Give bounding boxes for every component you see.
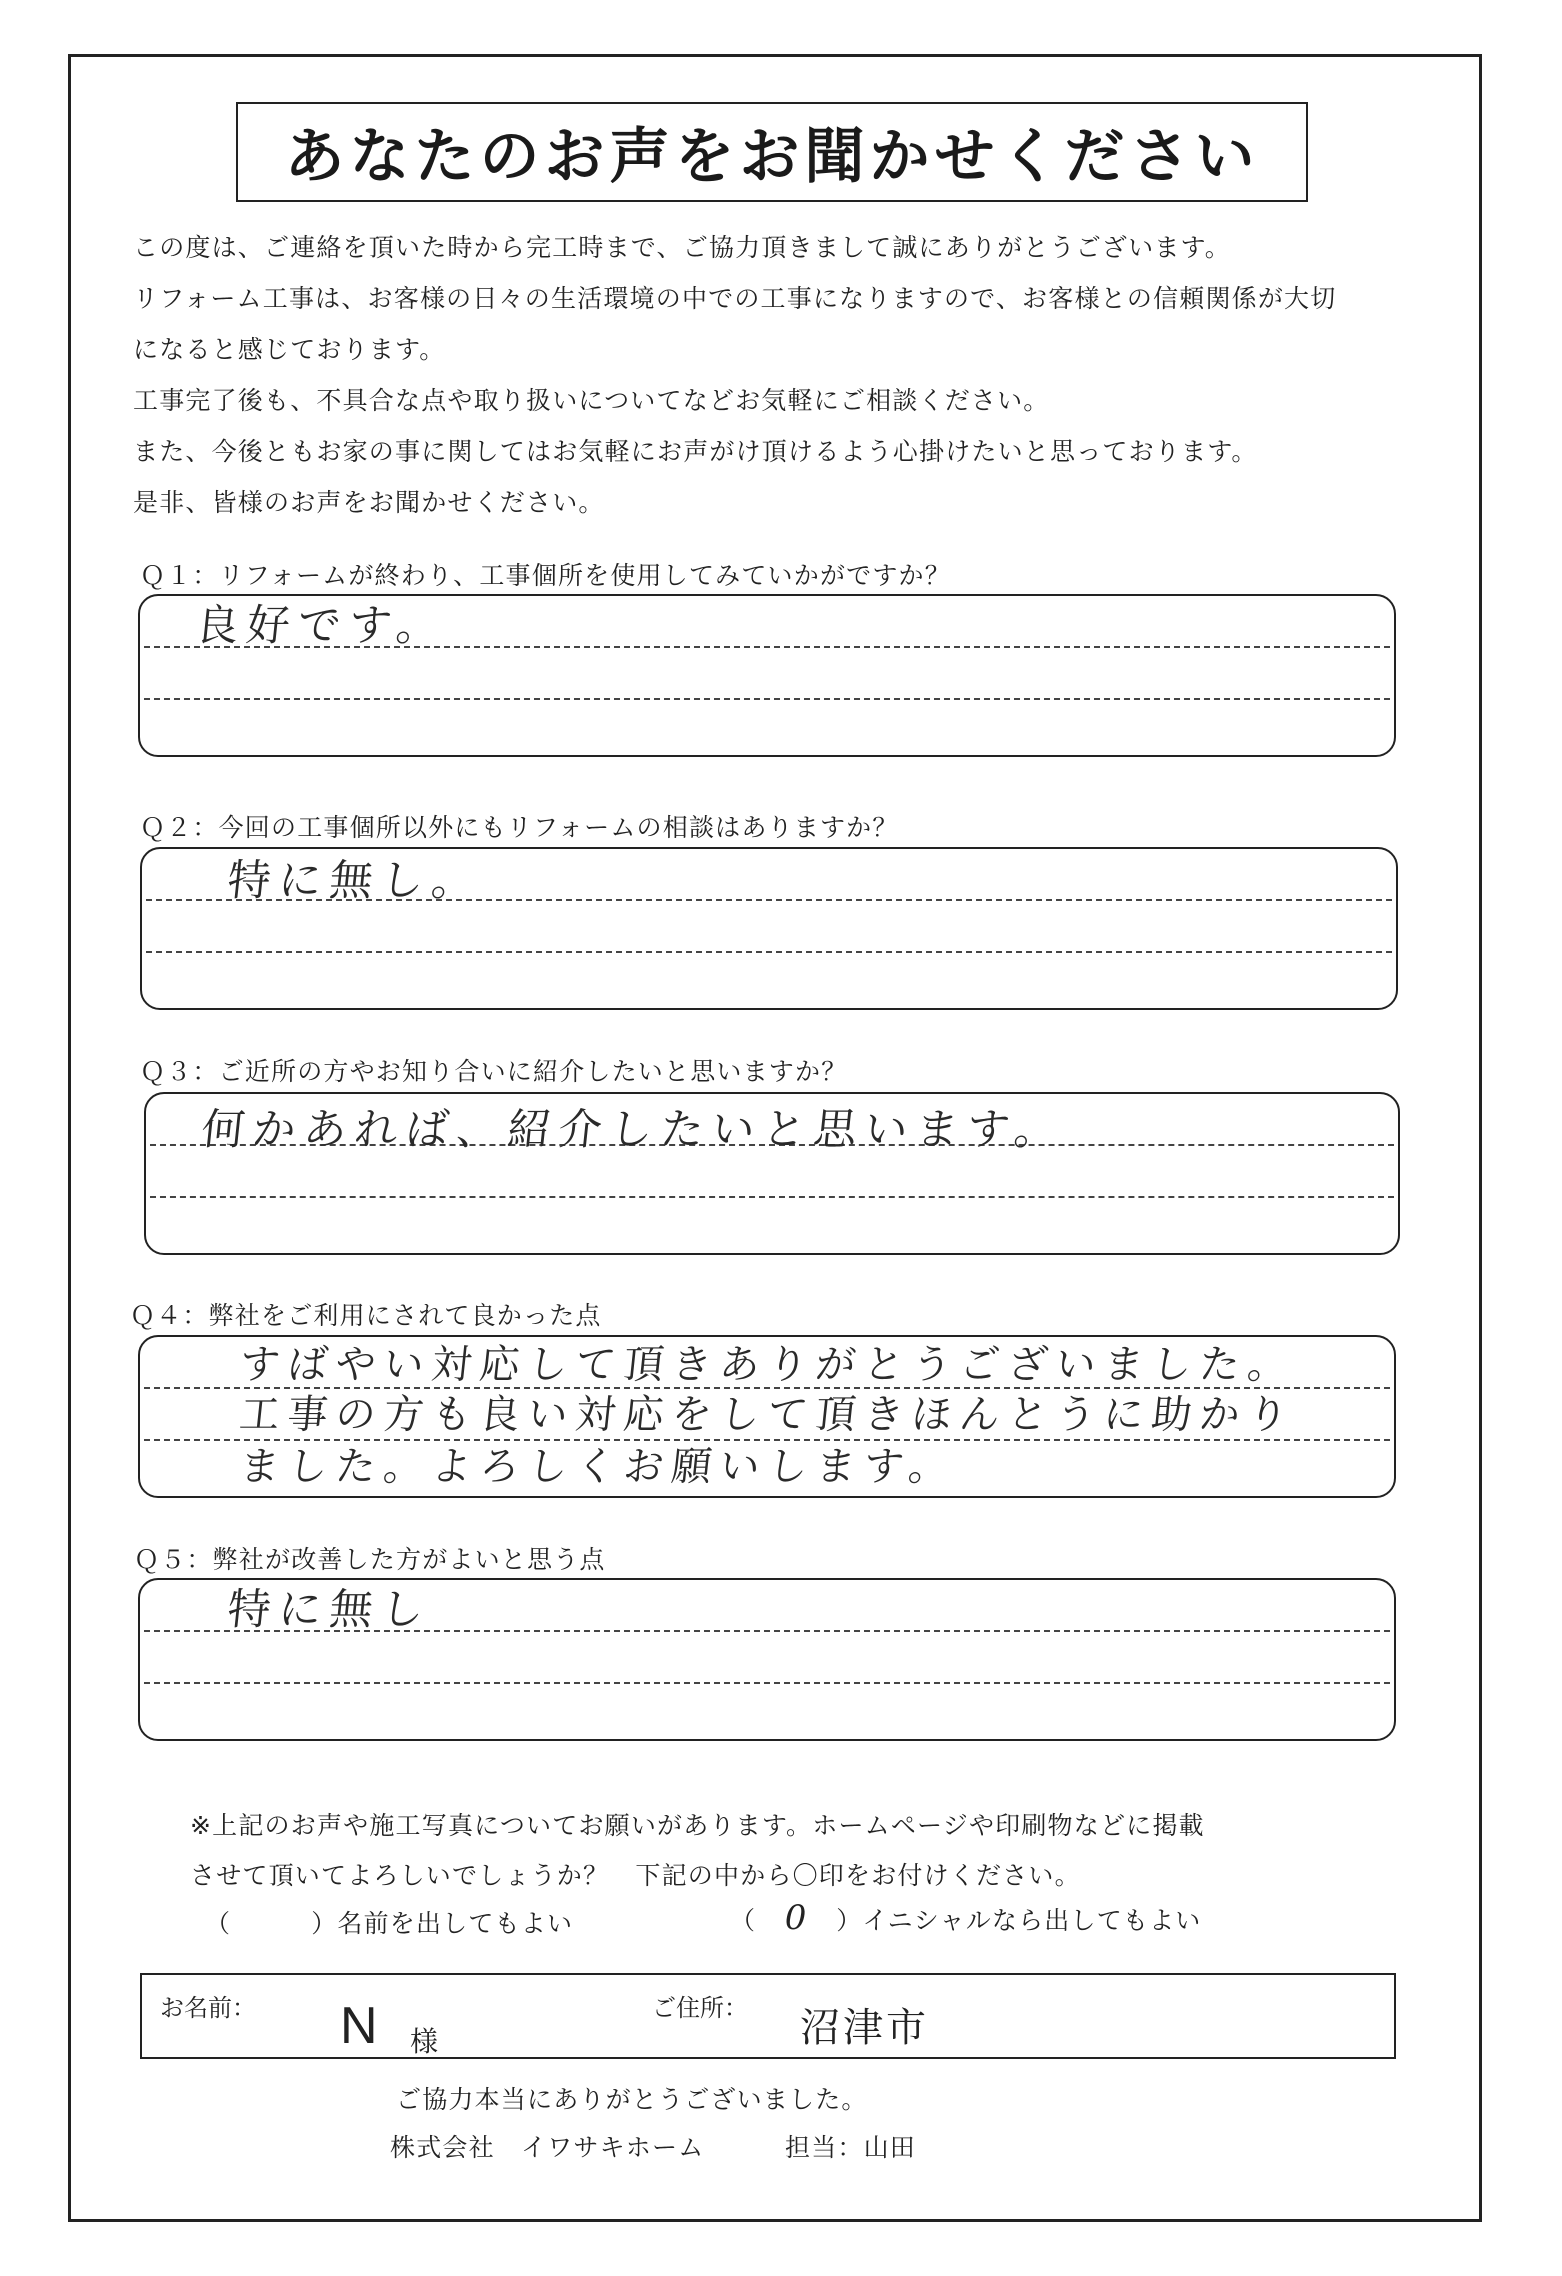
answer-box-2 <box>140 847 1398 1010</box>
option-initial-ok <box>730 1898 1202 1938</box>
option-initial-ok-label: ）イニシャルなら出してもよい <box>836 1906 1202 1935</box>
name-value: N <box>340 1997 378 2055</box>
question-1: Ｑ１：リフォームが終わり、工事個所を使用してみていかがですか？ <box>140 561 951 590</box>
title-box <box>236 102 1308 202</box>
customer-info-box <box>140 1973 1396 2059</box>
answer-1-line: 良好です。 <box>193 601 450 651</box>
writing-line <box>150 1196 1394 1198</box>
option-paren: （ <box>730 1906 757 1935</box>
page-title: あなたのお声をお聞かせください <box>284 122 1260 192</box>
option-name-ok <box>205 1904 573 1940</box>
answer-2-line: 特に無し。 <box>225 856 486 906</box>
question-4: Ｑ４：弊社をご利用にされて良かった点 <box>130 1301 602 1330</box>
intro-line: になると感じております。 <box>133 335 446 364</box>
permission-note-line: させて頂いてよろしいでしょうか？ 下記の中から〇印をお付けください。 <box>190 1861 1081 1890</box>
thanks-text: ご協力本当にありがとうございました。 <box>396 2085 868 2114</box>
answer-3-line: 何かあれば、紹介したいと思います。 <box>199 1105 1068 1155</box>
answer-5-line: 特に無し <box>225 1585 435 1635</box>
answer-box-5 <box>138 1578 1396 1741</box>
question-5: Ｑ５：弊社が改善した方がよいと思う点 <box>134 1545 606 1574</box>
answer-4-line: すばやい対応して頂きありがとうございました。 <box>237 1342 1299 1388</box>
intro-text <box>133 228 1433 534</box>
company-name: 株式会社 イワサキホーム <box>390 2133 705 2162</box>
intro-line: 是非、皆様のお声をお聞かせください。 <box>133 488 605 517</box>
intro-line: また、今後ともお家の事に関してはお気軽にお声がけ頂けるよう心掛けたいと思っております。 <box>133 437 1258 466</box>
question-2: Ｑ２：今回の工事個所以外にもリフォームの相談はありますか？ <box>140 813 899 842</box>
selected-mark: 0 <box>784 1898 808 1938</box>
option-paren: （ <box>205 1909 232 1938</box>
intro-line: リフォーム工事は、お客様の日々の生活環境の中での工事になりますので、お客様との信頼関係が大切 <box>133 284 1337 313</box>
staff-name: 担当：山田 <box>785 2133 917 2162</box>
address-label: ご住所： <box>652 1994 748 2022</box>
question-3: Ｑ３：ご近所の方やお知り合いに紹介したいと思いますか？ <box>140 1057 848 1086</box>
writing-line <box>144 1682 1390 1684</box>
answer-4-line: ました。よろしくお願いします。 <box>237 1444 959 1490</box>
writing-line <box>146 951 1392 953</box>
option-name-ok-label: ）名前を出してもよい <box>311 1909 574 1938</box>
intro-line: この度は、ご連絡を頂いた時から完工時まで、ご協力頂きまして誠にありがとうございます。 <box>133 233 1231 262</box>
honorific: 様 <box>410 2025 439 2058</box>
permission-note-line: ※上記のお声や施工写真についてお願いがあります。ホームページや印刷物などに掲載 <box>190 1811 1205 1840</box>
answer-box-1 <box>138 594 1396 757</box>
answer-box-4 <box>138 1335 1396 1498</box>
name-label: お名前： <box>160 1994 256 2022</box>
writing-line <box>144 698 1390 700</box>
answer-box-3 <box>144 1092 1400 1255</box>
answer-4-line: 工事の方も良い対応をして頂きほんとうに助かり <box>237 1392 1299 1438</box>
intro-line: 工事完了後も、不具合な点や取り扱いについてなどお気軽にご相談ください。 <box>133 386 1050 415</box>
address-value: 沼津市 <box>800 2005 929 2051</box>
